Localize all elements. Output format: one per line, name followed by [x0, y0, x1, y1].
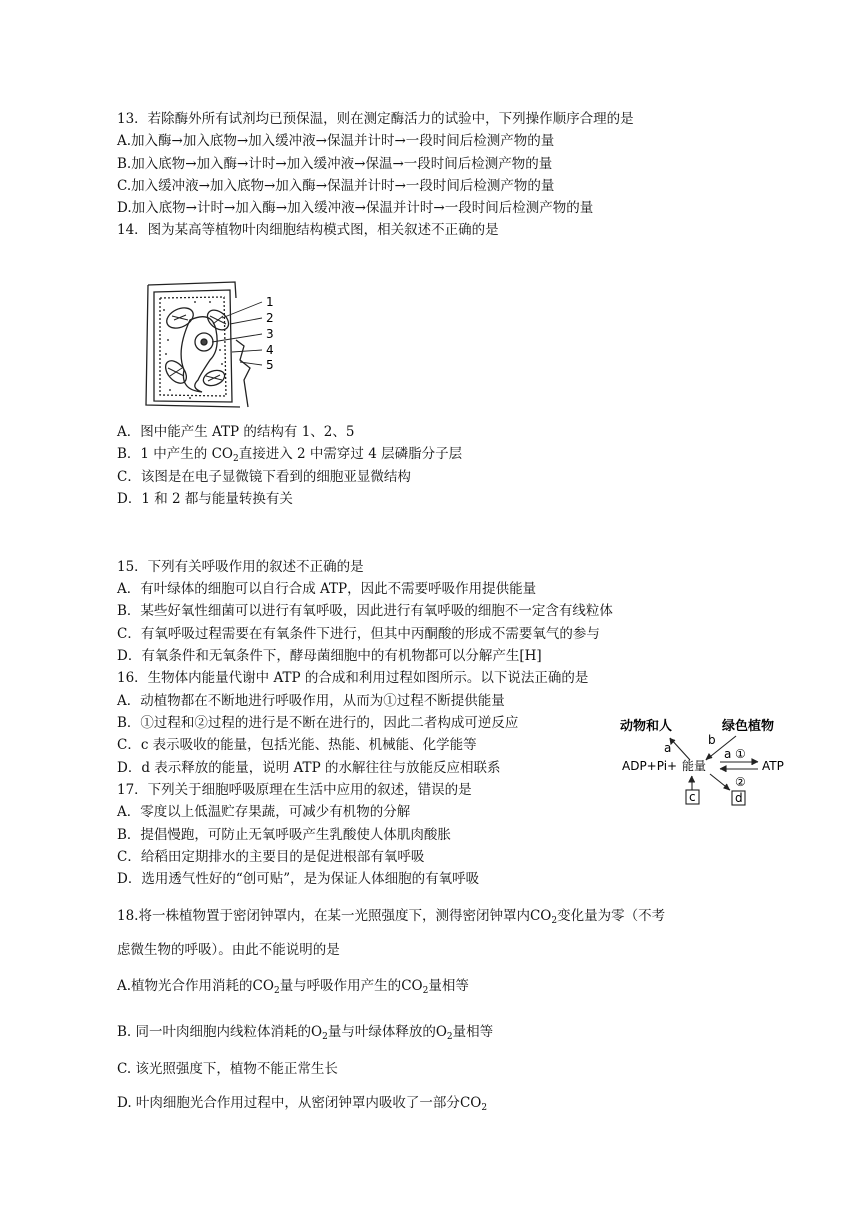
q14-option-b: [117, 445, 462, 468]
diagram-d-label: d: [735, 791, 743, 805]
diagram-process-1: ①: [735, 747, 746, 761]
q14-option-b-post: 直接进入 2 中需穿过 4 层磷脂分子层: [238, 446, 463, 462]
diagram-energy-label: 能量: [682, 759, 707, 773]
q14-option-d: D．1 和 2 都与能量转换有关: [117, 491, 293, 507]
atp-energy-diagram: [618, 712, 818, 812]
q18-option-b: B. 同一叶肉细胞内线粒体消耗的$O_2$量与叶绿体释放的$O_2$量相等: [117, 1024, 494, 1042]
q15-option-a: A．有叶绿体的细胞可以自行合成 ATP，因此不需要呼吸作用提供能量: [117, 581, 537, 597]
q13-option-c: C.加入缓冲液→加入底物→加入酶→保温并计时→一段时间后检测产物的量: [117, 178, 555, 194]
plant-cell-diagram: [140, 280, 280, 410]
q18-stem1-post: 变化量为零（不考: [557, 908, 666, 924]
cell-label-3: 3: [266, 327, 274, 341]
co2-formula: $CO_2$: [529, 908, 558, 926]
q14-option-a: A．图中能产生 ATP 的结构有 1、2、5: [117, 424, 355, 440]
q16-stem: 16．生物体内能量代谢中 ATP 的合成和利用过程如图所示。以下说法正确的是: [117, 670, 589, 686]
q18-option-d: D. 叶肉细胞光合作用过程中，从密闭钟罩内吸收了一部分$CO_2$: [117, 1095, 488, 1113]
diagram-animals-label: 动物和人: [620, 719, 673, 734]
q16-option-d: D．d 表示释放的能量，说明 ATP 的水解往往与放能反应相联系: [117, 760, 501, 776]
diagram-plants-label: 绿色植物: [722, 719, 775, 734]
co2-formula: $CO_2$: [401, 978, 429, 996]
q17-option-b: B．提倡慢跑，可防止无氧呼吸产生乳酸使人体肌肉酸胀: [117, 827, 451, 843]
diagram-atp-label: ATP: [762, 759, 784, 773]
q14-option-b-pre: B．1 中产生的 CO: [117, 446, 233, 462]
diagram-c-label: c: [689, 790, 696, 804]
q14-option-c: C．该图是在电子显微镜下看到的细胞亚显微结构: [117, 469, 411, 485]
q14-stem: 14．图为某高等植物叶肉细胞结构模式图，相关叙述不正确的是: [117, 222, 499, 238]
q17-stem: 17．下列关于细胞呼吸原理在生活中应用的叙述，错误的是: [117, 782, 472, 798]
diagram-adp-label: ADP+Pi+: [622, 759, 678, 773]
co2-formula: $CO_2$: [252, 978, 280, 996]
q13-option-d: D.加入底物→计时→加入酶→加入缓冲液→保温并计时→一段时间后检测产物的量: [117, 200, 594, 216]
q17-option-a: A．零度以上低温贮存果蔬，可减少有机物的分解: [117, 804, 411, 820]
cell-label-4: 4: [266, 343, 274, 357]
q14-option-b-sub: 2: [233, 454, 239, 464]
o2-formula: $O_2$: [435, 1024, 453, 1042]
cell-label-2: 2: [266, 311, 274, 325]
q13-option-a: A.加入酶→加入底物→加入缓冲液→保温并计时→一段时间后检测产物的量: [117, 133, 555, 149]
q18-stem-line2: 虑微生物的呼吸）。由此不能说明的是: [117, 942, 340, 958]
co2-formula: $CO_2$: [459, 1095, 488, 1113]
cell-label-5: 5: [266, 358, 274, 372]
q16-option-b: B．①过程和②过程的进行是不断在进行的，因此二者构成可逆反应: [117, 715, 519, 731]
diagram-a2-label: a: [724, 747, 732, 761]
q18-option-a: A.植物光合作用消耗的$CO_2$量与呼吸作用产生的$CO_2$量相等: [117, 978, 469, 996]
q18-stem1-pre: 18.将一株植物置于密闭钟罩内，在某一光照强度下，测得密闭钟罩内: [117, 908, 530, 924]
q17-option-c: C．给稻田定期排水的主要目的是促进根部有氧呼吸: [117, 849, 425, 865]
q16-option-c: C．c 表示吸收的能量，包括光能、热能、机械能、化学能等: [117, 737, 477, 753]
diagram-a1-label: a: [664, 741, 672, 755]
q18-stem-line1: [117, 907, 665, 930]
q15-option-c: C．有氧呼吸过程需要在有氧条件下进行，但其中丙酮酸的形成不需要氧气的参与: [117, 626, 600, 642]
q17-option-d: D．选用透气性好的“创可贴”，是为保证人体细胞的有氧呼吸: [117, 871, 480, 887]
q13-option-b: B.加入底物→加入酶→计时→加入缓冲液→保温→一段时间后检测产物的量: [117, 156, 553, 172]
diagram-b-label: b: [708, 733, 716, 747]
q13-stem: 13．若除酶外所有试剂均已预保温，则在测定酶活力的试验中，下列操作顺序合理的是: [117, 111, 634, 127]
q15-stem: 15．下列有关呼吸作用的叙述不正确的是: [117, 559, 364, 575]
q15-option-d: D．有氧条件和无氧条件下，酵母菌细胞中的有机物都可以分解产生[H]: [117, 648, 542, 664]
q15-option-b: B．某些好氧性细菌可以进行有氧呼吸，因此进行有氧呼吸的细胞不一定含有线粒体: [117, 603, 613, 619]
diagram-process-2: ②: [735, 775, 746, 789]
q16-option-a: A．动植物都在不断地进行呼吸作用，从而为①过程不断提供能量: [117, 693, 505, 709]
cell-label-1: 1: [266, 295, 274, 309]
o2-formula: $O_2$: [311, 1024, 328, 1042]
q18-option-c: C. 该光照强度下，植物不能正常生长: [117, 1061, 338, 1077]
